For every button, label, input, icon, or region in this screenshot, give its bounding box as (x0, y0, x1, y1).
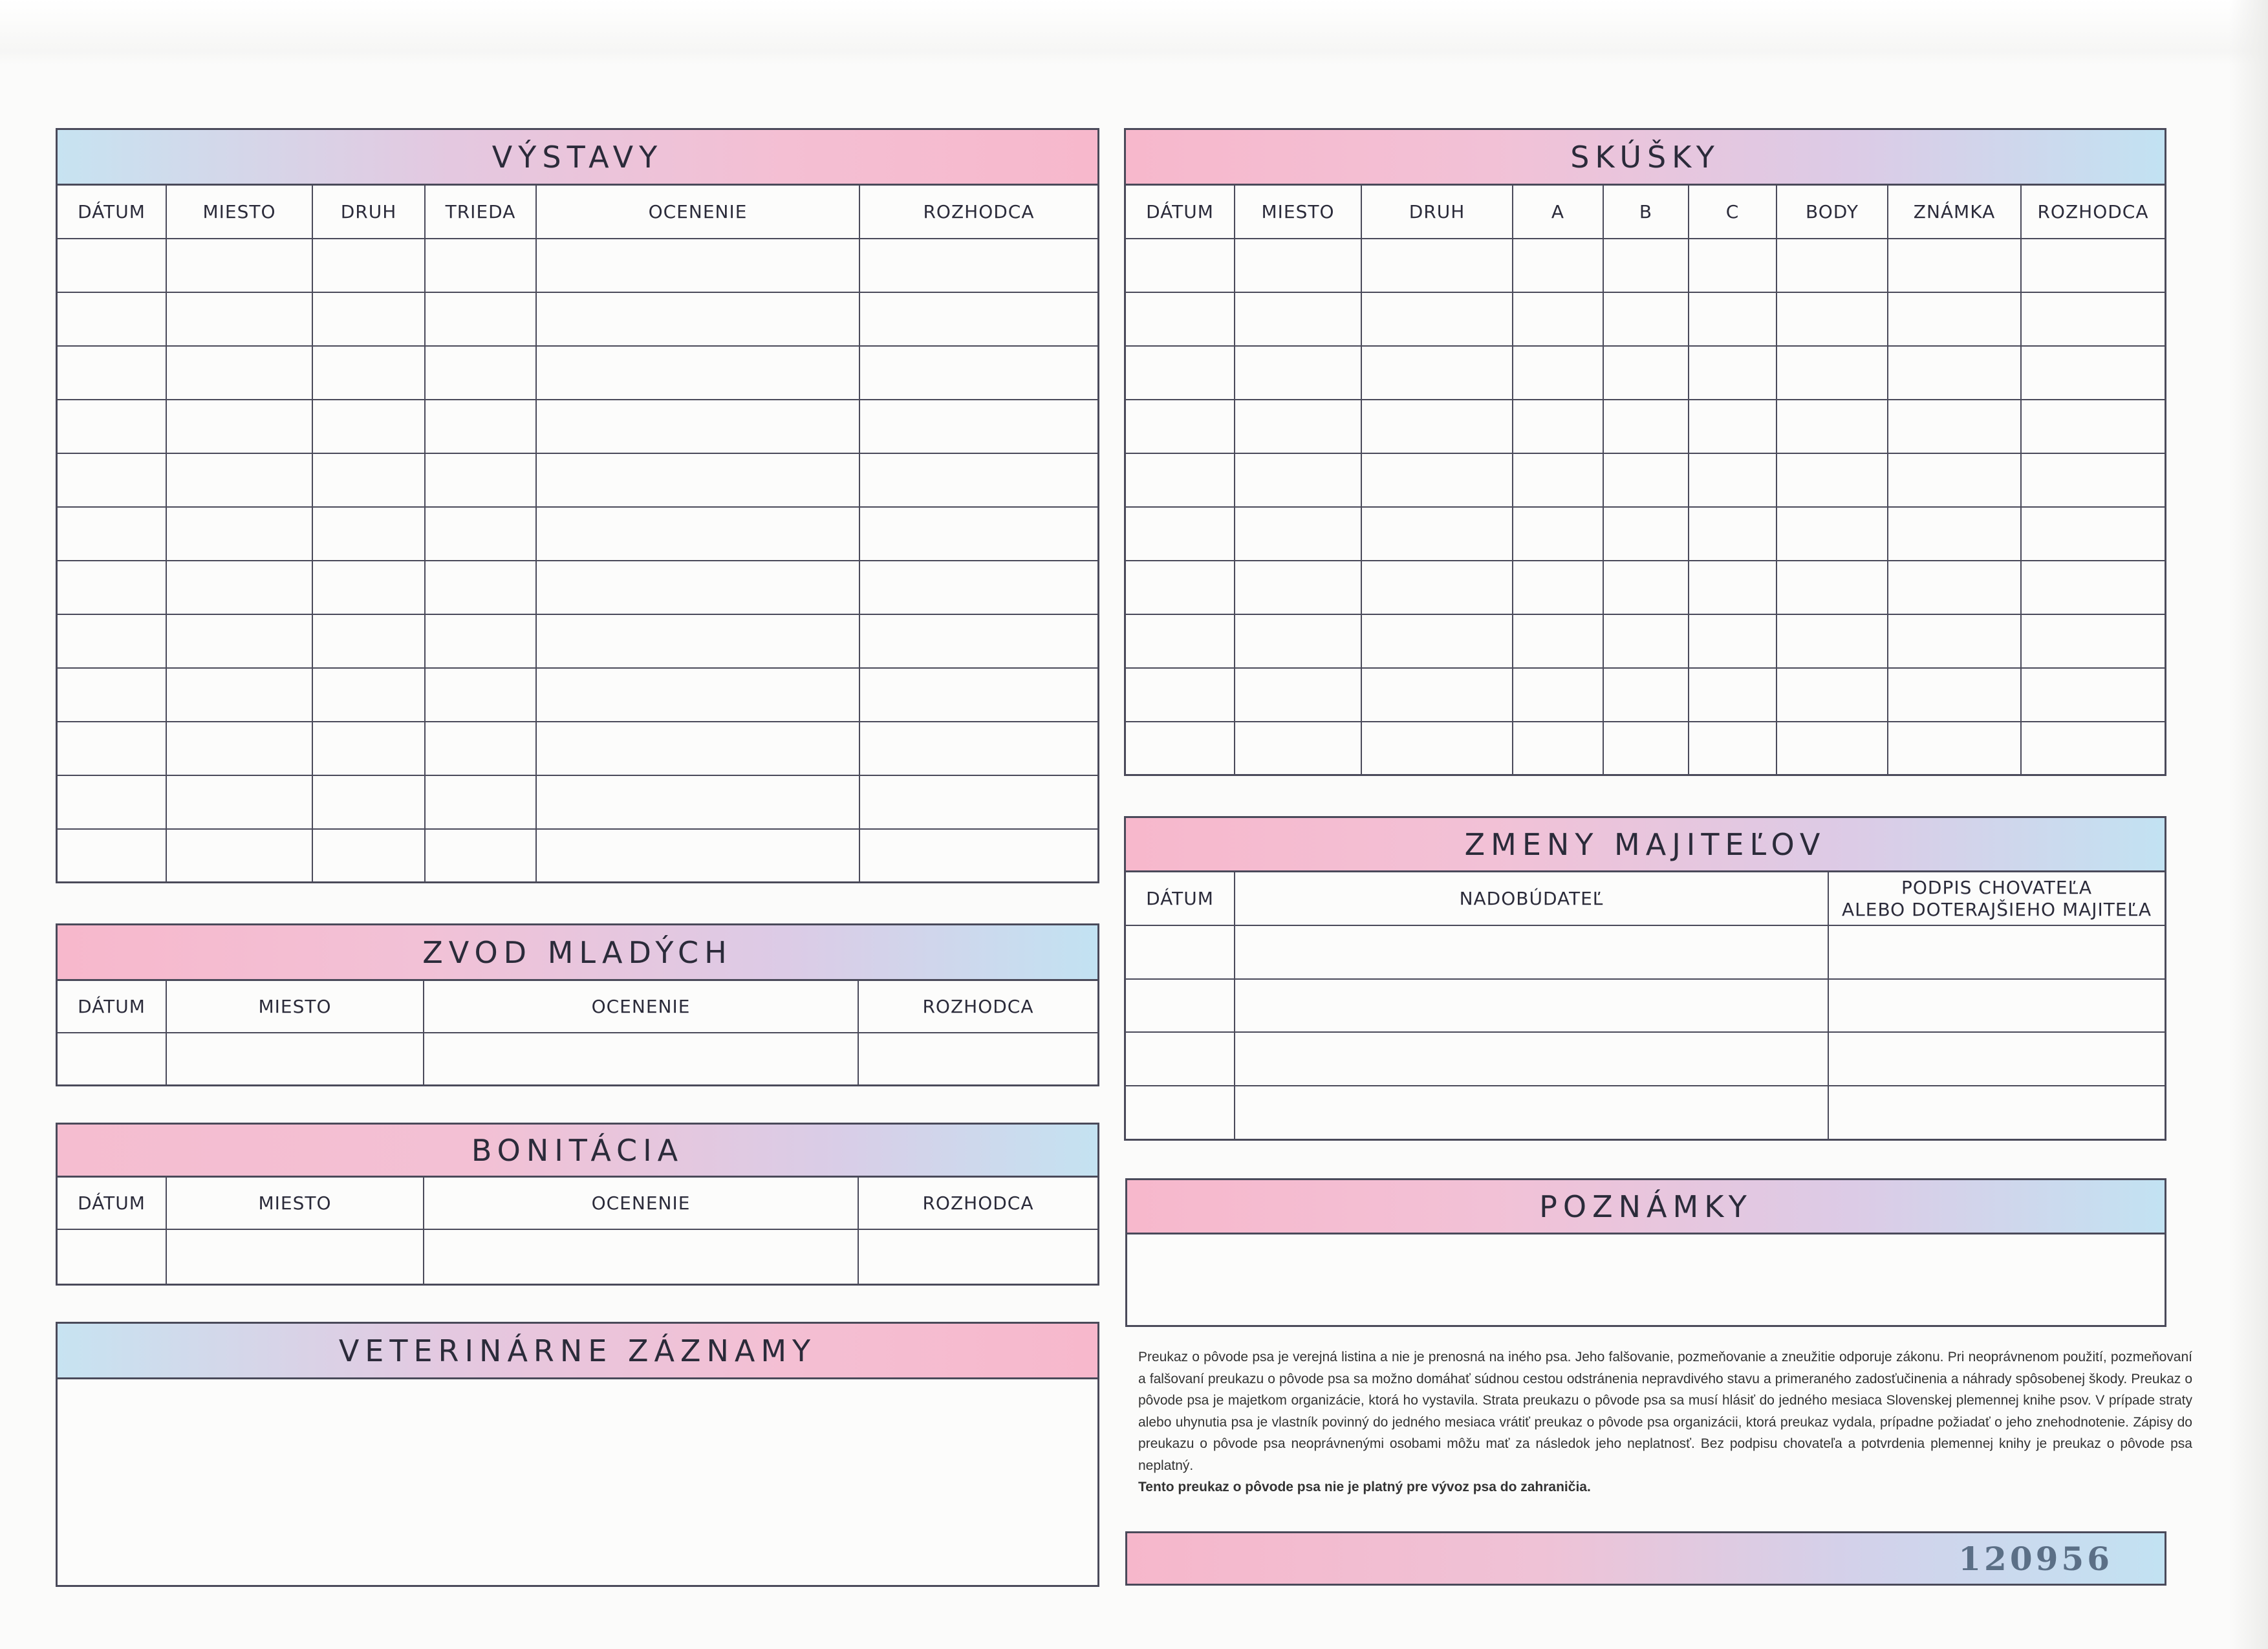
table-row (58, 1229, 1097, 1284)
skusky-column-header: MIESTO (1235, 186, 1361, 239)
table-cell[interactable] (1888, 507, 2021, 561)
table-cell[interactable] (859, 668, 1097, 722)
scan-top-edge (0, 0, 2268, 65)
table-cell[interactable] (58, 239, 166, 292)
vystavy-column-header: OCENENIE (536, 186, 859, 239)
table-cell[interactable] (1235, 239, 1361, 292)
table-cell[interactable] (2021, 400, 2165, 453)
skusky-column-header: ROZHODCA (2021, 186, 2165, 239)
table-cell[interactable] (58, 292, 166, 346)
table-cell[interactable] (58, 668, 166, 722)
table-cell[interactable] (58, 1229, 166, 1284)
table-cell[interactable] (425, 722, 536, 775)
table-cell[interactable] (859, 561, 1097, 614)
zvod-column-header: ROZHODCA (858, 981, 1097, 1033)
table-cell[interactable] (1888, 561, 2021, 614)
veterinarne-panel (56, 1322, 1099, 1587)
veterinarne-title: VETERINÁRNE ZÁZNAMY (58, 1324, 1097, 1379)
table-cell[interactable] (1888, 668, 2021, 722)
table-cell[interactable] (2021, 722, 2165, 775)
table-cell[interactable] (1689, 614, 1777, 668)
skusky-column-header: B (1603, 186, 1689, 239)
bonitacia-column-header: ROZHODCA (858, 1178, 1097, 1229)
table-cell[interactable] (1361, 239, 1513, 292)
table-row (1126, 722, 2165, 775)
table-cell[interactable] (424, 1229, 858, 1284)
bonitacia-table (58, 1178, 1097, 1284)
table-cell[interactable] (312, 722, 425, 775)
table-cell[interactable] (1513, 668, 1603, 722)
skusky-column-header: DÁTUM (1126, 186, 1235, 239)
zmeny-column-header: PODPIS CHOVATEĽA ALEBO DOTERAJŠIEHO MAJITEĽA (1828, 872, 2165, 925)
table-cell[interactable] (1235, 400, 1361, 453)
table-cell[interactable] (58, 453, 166, 507)
table-cell[interactable] (859, 346, 1097, 400)
table-cell[interactable] (166, 400, 312, 453)
table-cell[interactable] (536, 453, 859, 507)
table-cell[interactable] (425, 346, 536, 400)
zmeny-table (1126, 872, 2165, 1139)
vystavy-column-header: MIESTO (166, 186, 312, 239)
table-row (58, 775, 1097, 829)
table-cell[interactable] (1689, 722, 1777, 775)
table-cell[interactable] (536, 239, 859, 292)
table-cell[interactable] (859, 453, 1097, 507)
skusky-panel (1124, 128, 2166, 776)
bonitacia-title: BONITÁCIA (58, 1125, 1097, 1178)
table-cell[interactable] (58, 507, 166, 561)
table-cell[interactable] (859, 292, 1097, 346)
veterinarne-area[interactable] (58, 1379, 1097, 1585)
table-cell[interactable] (1888, 400, 2021, 453)
table-cell[interactable] (1361, 292, 1513, 346)
table-cell[interactable] (1603, 614, 1689, 668)
table-cell[interactable] (425, 507, 536, 561)
table-cell[interactable] (1126, 925, 1235, 978)
zmeny-header-row (1126, 872, 2165, 925)
table-cell[interactable] (859, 614, 1097, 668)
table-row (58, 239, 1097, 292)
table-cell[interactable] (166, 507, 312, 561)
bonitacia-column-header: MIESTO (166, 1178, 424, 1229)
table-cell[interactable] (166, 722, 312, 775)
table-cell[interactable] (58, 346, 166, 400)
vystavy-panel (56, 128, 1099, 883)
table-cell[interactable] (1888, 614, 2021, 668)
table-cell[interactable] (58, 829, 166, 883)
vystavy-header-row (58, 186, 1097, 239)
table-cell[interactable] (312, 400, 425, 453)
table-row (1126, 1086, 2165, 1139)
table-cell[interactable] (1603, 668, 1689, 722)
table-cell[interactable] (1235, 722, 1361, 775)
table-cell[interactable] (166, 668, 312, 722)
table-cell[interactable] (1888, 722, 2021, 775)
table-cell[interactable] (1888, 239, 2021, 292)
table-cell[interactable] (58, 1033, 166, 1084)
table-cell[interactable] (1235, 1086, 1828, 1139)
table-row (1126, 1032, 2165, 1085)
table-cell[interactable] (1126, 346, 1235, 400)
bonitacia-panel (56, 1123, 1099, 1286)
table-cell[interactable] (312, 507, 425, 561)
table-cell[interactable] (312, 775, 425, 829)
scan-right-edge (2229, 0, 2268, 1649)
table-row (58, 1033, 1097, 1084)
table-cell[interactable] (2021, 453, 2165, 507)
table-cell[interactable] (536, 668, 859, 722)
table-cell[interactable] (1513, 614, 1603, 668)
table-cell[interactable] (2021, 239, 2165, 292)
table-cell[interactable] (536, 829, 859, 883)
serial-bar (1125, 1531, 2166, 1586)
table-cell[interactable] (312, 561, 425, 614)
table-cell[interactable] (312, 668, 425, 722)
zvod-title: ZVOD MLADÝCH (58, 925, 1097, 981)
table-cell[interactable] (859, 829, 1097, 883)
table-row (1126, 346, 2165, 400)
table-cell[interactable] (425, 829, 536, 883)
table-row (1126, 453, 2165, 507)
legal-text: Preukaz o pôvode psa je verejná listina a nie je prenosná na iného psa. Jeho falšovanie, pozmeňovanie a zneužitie odporuje zákonu. Pri neoprávnenom použití, pozmeňovaní a falšovaní preukazu o pôvode psa sa možno domáhať súdnou cestou odstránenia nepravdivého stavu a primeraného zadosťučinenia a náhrady spôsobenej škody. Preukaz o pôvode psa je majetkom organizácie, ktorá ho vystavila. Strata preukazu o pôvode psa sa musí hlásiť do jedného mesiaca Slovenskej plemennej knihe psov. V prípade straty alebo uhynutia psa je vlastník povinný do jedného mesiaca vrátiť preukaz o pôvode psa organizácii, ktorá preukaz vydala, prípadne požiadať o jeho znehodnotenie. Zápisy do preukazu o pôvode psa neoprávnenými osobami môžu mať za následok jeho neplatnosť. Bez podpisu chovateľa a potvrdenia plemennej knihy je preukaz o pôvode psa neplatný. (1138, 1350, 2192, 1473)
table-cell[interactable] (536, 561, 859, 614)
table-cell[interactable] (166, 561, 312, 614)
table-cell[interactable] (1689, 668, 1777, 722)
table-cell[interactable] (1777, 346, 1888, 400)
table-row (1126, 925, 2165, 978)
table-row (1126, 292, 2165, 346)
table-cell[interactable] (1888, 453, 2021, 507)
table-cell[interactable] (425, 400, 536, 453)
table-cell[interactable] (1126, 668, 1235, 722)
skusky-title: SKÚŠKY (1126, 130, 2165, 186)
table-cell[interactable] (1689, 507, 1777, 561)
zmeny-column-header: DÁTUM (1126, 872, 1235, 925)
table-cell[interactable] (1603, 722, 1689, 775)
table-cell[interactable] (1513, 239, 1603, 292)
vystavy-column-header: TRIEDA (425, 186, 536, 239)
table-cell[interactable] (166, 346, 312, 400)
table-cell[interactable] (425, 292, 536, 346)
table-cell[interactable] (58, 400, 166, 453)
table-cell[interactable] (1235, 346, 1361, 400)
table-cell[interactable] (58, 614, 166, 668)
table-cell[interactable] (1361, 614, 1513, 668)
table-cell[interactable] (1777, 453, 1888, 507)
table-cell[interactable] (58, 722, 166, 775)
table-cell[interactable] (1603, 239, 1689, 292)
zvod-panel (56, 923, 1099, 1086)
table-row (1126, 668, 2165, 722)
table-cell[interactable] (1828, 1032, 2165, 1085)
table-cell[interactable] (1513, 400, 1603, 453)
table-row (58, 829, 1097, 883)
table-cell[interactable] (1828, 925, 2165, 978)
table-cell[interactable] (1126, 1032, 1235, 1085)
vystavy-column-header: DRUH (312, 186, 425, 239)
table-cell[interactable] (536, 400, 859, 453)
table-cell[interactable] (1235, 292, 1361, 346)
table-cell[interactable] (166, 614, 312, 668)
table-cell[interactable] (1603, 346, 1689, 400)
table-cell[interactable] (1513, 453, 1603, 507)
table-cell[interactable] (859, 239, 1097, 292)
table-cell[interactable] (312, 453, 425, 507)
table-row (1126, 979, 2165, 1032)
table-cell[interactable] (536, 614, 859, 668)
table-cell[interactable] (536, 722, 859, 775)
table-row (58, 507, 1097, 561)
table-cell[interactable] (536, 292, 859, 346)
table-cell[interactable] (166, 453, 312, 507)
table-cell[interactable] (1777, 668, 1888, 722)
poznamky-title: POZNÁMKY (1127, 1180, 2165, 1234)
table-cell[interactable] (2021, 292, 2165, 346)
table-cell[interactable] (312, 239, 425, 292)
table-row (58, 400, 1097, 453)
vystavy-title: VÝSTAVY (58, 130, 1097, 186)
skusky-table (1126, 186, 2165, 775)
table-cell[interactable] (1888, 346, 2021, 400)
table-cell[interactable] (1513, 292, 1603, 346)
table-row (58, 668, 1097, 722)
table-cell[interactable] (1126, 614, 1235, 668)
table-cell[interactable] (536, 775, 859, 829)
table-cell[interactable] (1126, 453, 1235, 507)
table-cell[interactable] (1126, 561, 1235, 614)
table-row (58, 561, 1097, 614)
table-cell[interactable] (1126, 979, 1235, 1032)
table-row (58, 722, 1097, 775)
table-cell[interactable] (166, 775, 312, 829)
table-cell[interactable] (859, 775, 1097, 829)
table-cell[interactable] (1126, 292, 1235, 346)
table-cell[interactable] (425, 668, 536, 722)
table-cell[interactable] (312, 829, 425, 883)
zmeny-panel (1124, 816, 2166, 1141)
table-cell[interactable] (1235, 507, 1361, 561)
table-cell[interactable] (1777, 561, 1888, 614)
table-cell[interactable] (536, 346, 859, 400)
table-cell[interactable] (1361, 400, 1513, 453)
zmeny-title: ZMENY MAJITEĽOV (1126, 818, 2165, 872)
table-cell[interactable] (166, 829, 312, 883)
table-cell[interactable] (1777, 507, 1888, 561)
table-cell[interactable] (424, 1033, 858, 1084)
table-cell[interactable] (1235, 453, 1361, 507)
zvod-table (58, 981, 1097, 1084)
table-cell[interactable] (1777, 292, 1888, 346)
table-cell[interactable] (858, 1033, 1097, 1084)
table-cell[interactable] (2021, 346, 2165, 400)
legal-bold-text: Tento preukaz o pôvode psa nie je platný pre vývoz psa do zahraničia. (1138, 1480, 1591, 1494)
table-cell[interactable] (1361, 507, 1513, 561)
table-cell[interactable] (2021, 507, 2165, 561)
skusky-column-header: DRUH (1361, 186, 1513, 239)
skusky-column-header: ZNÁMKA (1888, 186, 2021, 239)
table-row (58, 292, 1097, 346)
table-cell[interactable] (1235, 614, 1361, 668)
table-cell[interactable] (1513, 561, 1603, 614)
table-cell[interactable] (1361, 453, 1513, 507)
table-cell[interactable] (1235, 925, 1828, 978)
table-row (58, 346, 1097, 400)
table-cell[interactable] (536, 507, 859, 561)
table-cell[interactable] (1126, 1086, 1235, 1139)
table-cell[interactable] (859, 507, 1097, 561)
table-cell[interactable] (1777, 722, 1888, 775)
table-row (1126, 614, 2165, 668)
table-cell[interactable] (1777, 400, 1888, 453)
table-cell[interactable] (1828, 1086, 2165, 1139)
table-row (1126, 400, 2165, 453)
poznamky-panel (1125, 1178, 2166, 1327)
zvod-column-header: MIESTO (166, 981, 424, 1033)
table-cell[interactable] (1513, 722, 1603, 775)
table-cell[interactable] (1603, 507, 1689, 561)
table-cell[interactable] (312, 614, 425, 668)
table-cell[interactable] (1603, 400, 1689, 453)
table-cell[interactable] (1126, 722, 1235, 775)
table-cell[interactable] (58, 561, 166, 614)
table-cell[interactable] (1689, 346, 1777, 400)
table-cell[interactable] (425, 775, 536, 829)
table-cell[interactable] (1235, 668, 1361, 722)
vystavy-column-header: ROZHODCA (859, 186, 1097, 239)
vystavy-table (58, 186, 1097, 883)
table-cell[interactable] (1888, 292, 2021, 346)
table-cell[interactable] (312, 292, 425, 346)
zmeny-column-header: NADOBÚDATEĽ (1235, 872, 1828, 925)
table-cell[interactable] (859, 722, 1097, 775)
table-cell[interactable] (1361, 561, 1513, 614)
table-cell[interactable] (1689, 400, 1777, 453)
table-cell[interactable] (1689, 561, 1777, 614)
table-cell[interactable] (1126, 239, 1235, 292)
table-row (1126, 507, 2165, 561)
table-cell[interactable] (425, 561, 536, 614)
zvod-column-header: OCENENIE (424, 981, 858, 1033)
table-cell[interactable] (1126, 400, 1235, 453)
table-cell[interactable] (166, 292, 312, 346)
table-cell[interactable] (858, 1229, 1097, 1284)
table-cell[interactable] (2021, 668, 2165, 722)
skusky-column-header: BODY (1777, 186, 1888, 239)
table-cell[interactable] (1235, 1032, 1828, 1085)
table-cell[interactable] (166, 1033, 424, 1084)
table-cell[interactable] (1235, 979, 1828, 1032)
skusky-column-header: C (1689, 186, 1777, 239)
table-cell[interactable] (58, 775, 166, 829)
table-cell[interactable] (1828, 979, 2165, 1032)
table-row (58, 453, 1097, 507)
table-row (1126, 561, 2165, 614)
table-cell[interactable] (312, 346, 425, 400)
serial-number: 120956 (1958, 1540, 2113, 1578)
bonitacia-column-header: OCENENIE (424, 1178, 858, 1229)
table-cell[interactable] (1513, 346, 1603, 400)
zvod-column-header: DÁTUM (58, 981, 166, 1033)
zvod-header-row (58, 981, 1097, 1033)
table-cell[interactable] (2021, 561, 2165, 614)
table-row (58, 614, 1097, 668)
table-cell[interactable] (1126, 507, 1235, 561)
table-cell[interactable] (166, 239, 312, 292)
table-row (1126, 239, 2165, 292)
table-cell[interactable] (1603, 453, 1689, 507)
table-cell[interactable] (425, 453, 536, 507)
table-cell[interactable] (1603, 292, 1689, 346)
table-cell[interactable] (1777, 614, 1888, 668)
bonitacia-header-row (58, 1178, 1097, 1229)
table-cell[interactable] (859, 400, 1097, 453)
table-cell[interactable] (425, 239, 536, 292)
table-cell[interactable] (1361, 722, 1513, 775)
table-cell[interactable] (425, 614, 536, 668)
vystavy-column-header: DÁTUM (58, 186, 166, 239)
bonitacia-column-header: DÁTUM (58, 1178, 166, 1229)
skusky-header-row (1126, 186, 2165, 239)
table-cell[interactable] (1603, 561, 1689, 614)
table-cell[interactable] (1689, 239, 1777, 292)
table-cell[interactable] (1777, 239, 1888, 292)
table-cell[interactable] (1361, 346, 1513, 400)
table-cell[interactable] (1689, 453, 1777, 507)
table-cell[interactable] (1361, 668, 1513, 722)
legal-note (1138, 1346, 2192, 1498)
table-cell[interactable] (1235, 561, 1361, 614)
table-cell[interactable] (166, 1229, 424, 1284)
table-cell[interactable] (1689, 292, 1777, 346)
table-cell[interactable] (2021, 614, 2165, 668)
skusky-column-header: A (1513, 186, 1603, 239)
poznamky-area[interactable] (1127, 1234, 2165, 1325)
table-cell[interactable] (1513, 507, 1603, 561)
